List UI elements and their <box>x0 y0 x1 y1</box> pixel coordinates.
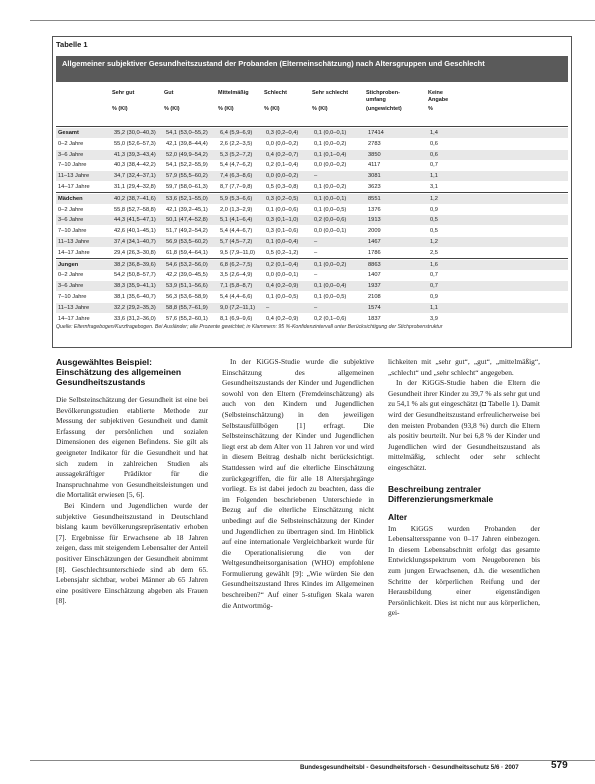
table-cell: 17414 <box>368 130 384 136</box>
table-cell: 1,2 <box>430 239 438 245</box>
table-cell: 7–10 Jahre <box>58 294 87 300</box>
table-row <box>56 171 568 181</box>
table-cell: 1786 <box>368 249 381 256</box>
table-cell: 0,1 (0,0–0,5) <box>314 206 347 213</box>
table-cell: 9,0 (7,2–11,1) <box>220 304 255 311</box>
table-cell: – <box>314 304 318 311</box>
table-cell: 56,3 (53,6–58,9) <box>166 294 208 300</box>
table-cell: 0,1 (0,0–0,5) <box>266 294 299 300</box>
table-cell: 40,2 (38,7–41,6) <box>114 195 156 202</box>
table-cell: 42,1 (39,8–44,4) <box>166 140 208 147</box>
table-cell: 0,6 <box>430 151 438 158</box>
table-cell: 11–13 Jahre <box>58 304 90 311</box>
table-cell: 0,7 <box>430 283 438 290</box>
table-cell: 0,0 (0,0–0,2) <box>266 173 299 180</box>
table-cell: 5,7 (4,5–7,2) <box>220 239 253 245</box>
table-cell: 2108 <box>368 294 381 300</box>
table-cell: 0,1 (0,1–0,4) <box>314 151 347 158</box>
table-cell: 2,6 (2,2–3,5) <box>220 140 253 147</box>
table-cell: 3–6 Jahre <box>58 283 84 290</box>
table-cell: 0,2 (0,0–0,6) <box>314 217 347 224</box>
section-heading-example: Ausgewähltes Beispiel: Einschätzung des allgemeinen Gesundheitszustands <box>56 357 182 387</box>
table-cell: 7–10 Jahre <box>58 162 87 169</box>
table-cell: – <box>314 239 318 245</box>
table-cell: Mädchen <box>58 195 83 202</box>
table-cell: 59,7 (58,0–61,3) <box>166 184 208 190</box>
table-cell: 55,8 (52,7–58,8) <box>114 206 156 213</box>
table-cell: 44,3 (41,5–47,1) <box>114 217 156 224</box>
table-cell: 3–6 Jahre <box>58 217 84 224</box>
table-cell: 54,2 (50,8–57,7) <box>114 272 156 279</box>
table-row <box>56 139 568 149</box>
group-divider <box>56 258 568 259</box>
text-column-3 <box>388 357 540 619</box>
table-cell: 33,6 (31,2–36,0) <box>114 315 156 322</box>
table-cell: 1,6 <box>430 261 438 268</box>
table-row <box>56 182 568 192</box>
table-cell: 0,2 (0,1–0,6) <box>314 315 347 322</box>
table-cell: 1574 <box>368 304 381 311</box>
paragraph: In der KiGGS-Studie wurde die subjektive Einschätzung des allgemeinen Gesundheitszustands der Kinder und Jugendlichen sowohl von den Eltern (Fremdeinschätzung) als auch von den Kindern und Jugendlichen (Selbsteinschätzung) in den jeweiligen Selbstausfüllbögen [1] erfragt. Die Selbsteinschätzung der Kinder und Jugendlichen liegt erst ab dem Alter von 11 Jahren vor und wird in diesem Beitrag deshalb nicht berücksichtigt. Stattdessen wird auf die elterliche Einschätzung zurückgegriffen, die für alle 18 Altersjahrgänge vorliegt. Es ist dabei jedoch zu beachten, dass die im Folgenden beschriebenen Unterschiede in Bezug auf die elterliche Einschätzung nicht unbedingt auf die Selbsteinschätzung der Kinder und Jugendlichen zu übertragen sind. Im Hinblick auf eine internationale Vergleichbarkeit wurde für die Operationalisierung die von der Weltgesundheitsorganisation (WHO) empfohlene Formulierung gewählt [9]: „Wie würden Sie den Gesundheitszustand Ihres Kindes im Allgemeinen beschreiben?“ Auf einer 5-stufigen Skala waren die Antwortmög- <box>222 357 374 610</box>
table-cell: 3081 <box>368 173 381 180</box>
table-cell: 40,3 (38,4–42,2) <box>114 162 156 169</box>
table-cell: 57,6 (55,2–60,1) <box>166 315 208 322</box>
table-cell: 53,9 (51,1–56,6) <box>166 283 208 290</box>
table-cell: 8863 <box>368 261 381 268</box>
table-cell: 1376 <box>368 206 381 213</box>
table-cell: 2009 <box>368 228 381 235</box>
table-cell: 31,1 (29,4–32,8) <box>114 184 156 190</box>
subsection-heading-age: Alter <box>388 511 408 522</box>
table-cell: 0,1 (0,0–0,6) <box>266 206 299 213</box>
table-cell: 6,8 (6,2–7,5) <box>220 261 253 268</box>
table-row <box>56 314 568 324</box>
table-cell: 14–17 Jahre <box>58 184 90 190</box>
table-row <box>56 292 568 302</box>
table-cell: 2,0 (1,3–2,9) <box>220 206 253 213</box>
table-group-row <box>56 128 568 138</box>
table-cell: 42,2 (39,0–45,5) <box>166 272 208 279</box>
journal-footer: Bundesgesundheitsbl - Gesundheitsforsch - Gesundheitsschutz 5/6 · 2007 <box>300 764 519 771</box>
table-cell: Gesamt <box>58 130 79 136</box>
table-row <box>56 205 568 215</box>
table-cell: – <box>314 272 318 279</box>
table-cell: 0–2 Jahre <box>58 272 84 279</box>
table-cell: 1937 <box>368 283 381 290</box>
column-subheader: % <box>428 106 433 112</box>
table-cell: 53,6 (52,1–55,0) <box>166 195 208 202</box>
paragraph: Im KiGGS wurden Probanden der Lebensaltersspanne von 0–17 Jahren einbezogen. In diesem Lebensabschnitt erfolgt das gesamte Entwicklungsspektrum vom Neugeborenen bis zum jungen Erwachsenen, d.h. die wesentlichen Schritte der körperlichen Reifung und der Herausbildung einer eigenständigen Persönlichkeit. Dies ist nicht nur aus körperlichen, gei- <box>388 523 540 618</box>
table-cell: 0,2 (0,1–0,4) <box>266 162 299 169</box>
column-subheader: % (KI) <box>264 106 280 112</box>
column-header: Sehr gut <box>112 90 135 96</box>
table-cell: 0,9 <box>430 206 438 213</box>
table-cell: 1,2 <box>430 195 438 202</box>
table-cell: 2,5 <box>430 249 438 256</box>
column-subheader: % (KI) <box>112 106 128 112</box>
table-cell: 0,1 (0,0–0,2) <box>314 140 347 147</box>
column-header: Sehr schlecht <box>312 90 349 96</box>
table-row <box>56 215 568 225</box>
table-cell: 3,9 <box>430 315 438 322</box>
table-cell: 2783 <box>368 140 381 147</box>
table-cell: 0,9 <box>430 294 438 300</box>
table-cell: 38,1 (35,6–40,7) <box>114 294 156 300</box>
table-cell: 0–2 Jahre <box>58 140 84 147</box>
page-number: 579 <box>551 760 568 771</box>
column-subheader: (ungewichtet) <box>366 106 402 112</box>
table-cell: 42,1 (39,2–45,1) <box>166 206 208 213</box>
group-divider <box>56 192 568 193</box>
text-column-2 <box>222 357 374 611</box>
table-row <box>56 281 568 291</box>
table-cell: 1837 <box>368 315 381 322</box>
table-cell: 0,4 (0,2–0,7) <box>266 151 299 158</box>
table-row <box>56 150 568 160</box>
text-column-1 <box>56 357 208 607</box>
table-cell: Jungen <box>58 261 79 268</box>
table-cell: 5,1 (4,1–6,4) <box>220 217 253 224</box>
column-header: Gut <box>164 90 174 96</box>
table-cell: 11–13 Jahre <box>58 239 90 245</box>
paragraph: In der KiGGS-Studie haben die Eltern die Gesundheit ihrer Kinder zu 39,7 % als sehr gut und zu 54,1 % als gut eingeschätzt (◘ Tabelle 1). Damit wird der Gesundheitszustand erfreulicherweise bei den meisten Probanden (93,8 %) durch die Eltern als positiv beurteilt. Nur bei 6,8 % der Kinder und Jugendlichen wird der Gesundheitszustand als mittelmäßig, schlecht oder sehr schlecht eingeschätzt. <box>388 378 540 472</box>
table-cell: 0,5 (0,3–0,8) <box>266 184 299 190</box>
table-cell: 3623 <box>368 184 381 190</box>
table-cell: 55,0 (52,6–57,3) <box>114 140 156 147</box>
column-header: Mittelmäßig <box>218 90 249 96</box>
table-cell: – <box>266 304 270 311</box>
table-cell: 32,2 (29,2–35,3) <box>114 304 156 311</box>
table-cell: 0,4 (0,2–0,9) <box>266 283 299 290</box>
table-cell: 1,1 <box>430 304 438 311</box>
table-cell: 0,1 (0,0–0,1) <box>314 130 347 136</box>
table-cell: 0,7 <box>430 272 438 279</box>
table-group-row <box>56 260 568 270</box>
table-cell: 54,6 (53,2–56,0) <box>166 261 208 268</box>
table-cell: 7,1 (5,8–8,7) <box>220 283 253 290</box>
table-cell: 0,1 (0,0–0,1) <box>314 195 347 202</box>
table-cell: 38,2 (36,8–39,6) <box>114 261 156 268</box>
table-cell: 5,4 (4,4–6,7) <box>220 228 253 235</box>
table-cell: 41,3 (39,3–43,4) <box>114 151 156 158</box>
section-heading-differentiation: Beschreibung zentraler Differenzierungsmerkmale <box>388 483 494 504</box>
table-cell: 0,2 (0,1–0,4) <box>266 261 299 268</box>
table-cell: 1,1 <box>430 173 438 180</box>
table-cell: 34,7 (32,4–37,1) <box>114 173 156 180</box>
table-cell: 52,0 (49,9–54,2) <box>166 151 208 158</box>
table-label: Tabelle 1 <box>56 40 88 49</box>
table-cell: 14–17 Jahre <box>58 249 90 256</box>
table-cell: 0,0 (0,0–0,1) <box>266 272 299 279</box>
column-subheader: % (KI) <box>312 106 328 112</box>
table-cell: 5,4 (4,4–6,6) <box>220 294 253 300</box>
table-title: Allgemeiner subjektiver Gesundheitszustand der Probanden (Elterneinschätzung) nach Altersgruppen und Geschlecht <box>56 56 568 82</box>
table-cell: 0–2 Jahre <box>58 206 84 213</box>
paragraph: Die Selbsteinschätzung der Gesundheit ist eine bei Bevölkerungsstudien etablierte Methode zur Messung der subjektiven Gesundheit und damit Erfassung der persönlichen und sozialen Dimensionen des eigenen Befindens. Sie gilt als geeigneter Indikator für die Gesundheit und hat sich zudem in zahlreichen Studien als aussagekräftiger Prädiktor für die Inanspruchnahme von Gesundheitsleistungen und die Mortalität erwiesen [5, 6]. <box>56 395 208 500</box>
table-cell: 0,1 (0,0–0,4) <box>266 239 299 245</box>
table-cell: 3,5 (2,6–4,9) <box>220 272 253 279</box>
table-cell: 0,0 (0,0–0,2) <box>266 140 299 147</box>
table-row <box>56 237 568 247</box>
table-cell: 4117 <box>368 162 381 169</box>
table-cell: 0,5 (0,2–1,2) <box>266 249 299 256</box>
table-cell: 0,3 (0,2–0,5) <box>266 195 299 202</box>
table-cell: 3–6 Jahre <box>58 151 84 158</box>
table-cell: 38,3 (35,9–41,1) <box>114 283 156 290</box>
column-header: Keine <box>428 90 443 96</box>
table-cell: 0,1 (0,0–0,5) <box>314 294 347 300</box>
column-subheader: % (KI) <box>164 106 180 112</box>
table-cell: 37,4 (34,1–40,7) <box>114 239 156 245</box>
table-cell: 0,7 <box>430 162 438 169</box>
table-footnote: Quelle: Elternfragebogen/Kurzfragebogen. Bei Ausländer; alle Prozente gewichtet; in Klammern: 95 %-Konfidenzintervall unter Berücksichtigung der Stichprobenstruktur <box>56 324 443 330</box>
table-cell: 0,0 (0,0–0,2) <box>314 162 347 169</box>
table-cell: 7,4 (6,3–8,6) <box>220 173 253 180</box>
paragraph: lichkeiten mit „sehr gut“, „gut“, „mittelmäßig“, „schlecht“ und „sehr schlecht“ angegeben. <box>388 357 540 377</box>
table-cell: 29,4 (26,3–30,8) <box>114 249 156 256</box>
table-cell: 8551 <box>368 195 381 202</box>
column-subheader: % (KI) <box>218 106 234 112</box>
table-row <box>56 248 568 258</box>
table-cell: 7–10 Jahre <box>58 228 87 235</box>
table-cell: 9,5 (7,9–11,0) <box>220 249 255 256</box>
table-cell: 0,3 (0,1–0,6) <box>266 228 299 235</box>
paragraph: Bei Kindern und Jugendlichen wurde der subjektive Gesundheitszustand in Deutschland bislang kaum bevölkerungsrepräsentativ erhoben [7]. Ergebnisse für Erwachsene ab 18 Jahren zeigen, dass mit steigendem Lebensalter der Anteil positiver Einschätzungen der Gesundheit abnimmt [8]. Geschlechtsunterschiede sind ab dem 65. Lebensjahr sichtbar, wobei Männer ab 65 Jahren eine positivere Einschätzung abgeben als Frauen [8]. <box>56 500 208 606</box>
table-cell: 42,6 (40,1–45,1) <box>114 228 156 235</box>
table-cell: 5,3 (5,2–7,2) <box>220 151 253 158</box>
table-cell: – <box>314 173 318 180</box>
table-cell: 58,8 (55,7–61,9) <box>166 304 208 311</box>
table-row <box>56 226 568 236</box>
table-cell: 0,3 (0,1–1,0) <box>266 217 299 224</box>
footer-rule <box>30 760 595 761</box>
table-cell: 0,1 (0,0–0,4) <box>314 283 347 290</box>
table-group-row <box>56 194 568 204</box>
table-cell: 0,1 (0,0–0,2) <box>314 184 347 190</box>
table-cell: 0,3 (0,2–0,4) <box>266 130 299 136</box>
table-cell: 0,5 <box>430 228 438 235</box>
table-cell: 61,8 (59,4–64,1) <box>166 249 208 256</box>
table-cell: 11–13 Jahre <box>58 173 90 180</box>
table-cell: 3,1 <box>430 184 438 190</box>
table-cell: 6,4 (5,9–6,9) <box>220 130 253 136</box>
table-cell: 3850 <box>368 151 381 158</box>
table-cell: 35,2 (30,0–40,3) <box>114 130 156 136</box>
table-row <box>56 270 568 280</box>
table-cell: 1,4 <box>430 130 438 136</box>
table-cell: 54,1 (52,2–55,9) <box>166 162 208 169</box>
table-cell: 0,5 <box>430 217 438 224</box>
table-cell: 0,1 (0,0–0,2) <box>314 261 347 268</box>
table-cell: 54,1 (53,0–55,2) <box>166 130 208 136</box>
column-header-cont: umfang <box>366 97 386 103</box>
table-cell: 1467 <box>368 239 381 245</box>
table-cell: 5,4 (4,7–6,2) <box>220 162 253 169</box>
table-row <box>56 303 568 313</box>
table-cell: 56,9 (53,5–60,2) <box>166 239 208 245</box>
table-cell: 14–17 Jahre <box>58 315 90 322</box>
table-cell: 51,7 (49,2–54,2) <box>166 228 208 235</box>
table-cell: 8,7 (7,7–9,8) <box>220 184 253 190</box>
table-cell: 5,9 (5,3–6,6) <box>220 195 253 202</box>
table-cell: 8,1 (6,9–9,6) <box>220 315 253 322</box>
column-header-cont: Angabe <box>428 97 449 103</box>
column-header: Stichproben- <box>366 90 400 96</box>
table-cell: 50,1 (47,4–52,8) <box>166 217 208 224</box>
table-cell: 0,0 (0,0–0,1) <box>314 228 347 235</box>
table-cell: 57,9 (55,5–60,2) <box>166 173 208 180</box>
table-cell: – <box>314 249 318 256</box>
table-cell: 1913 <box>368 217 381 224</box>
table-row <box>56 160 568 170</box>
table-cell: 0,6 <box>430 140 438 147</box>
header-rule <box>30 20 595 21</box>
table-cell: 0,4 (0,2–0,9) <box>266 315 299 322</box>
column-header: Schlecht <box>264 90 287 96</box>
table-cell: 1407 <box>368 272 381 279</box>
group-divider <box>56 126 568 127</box>
